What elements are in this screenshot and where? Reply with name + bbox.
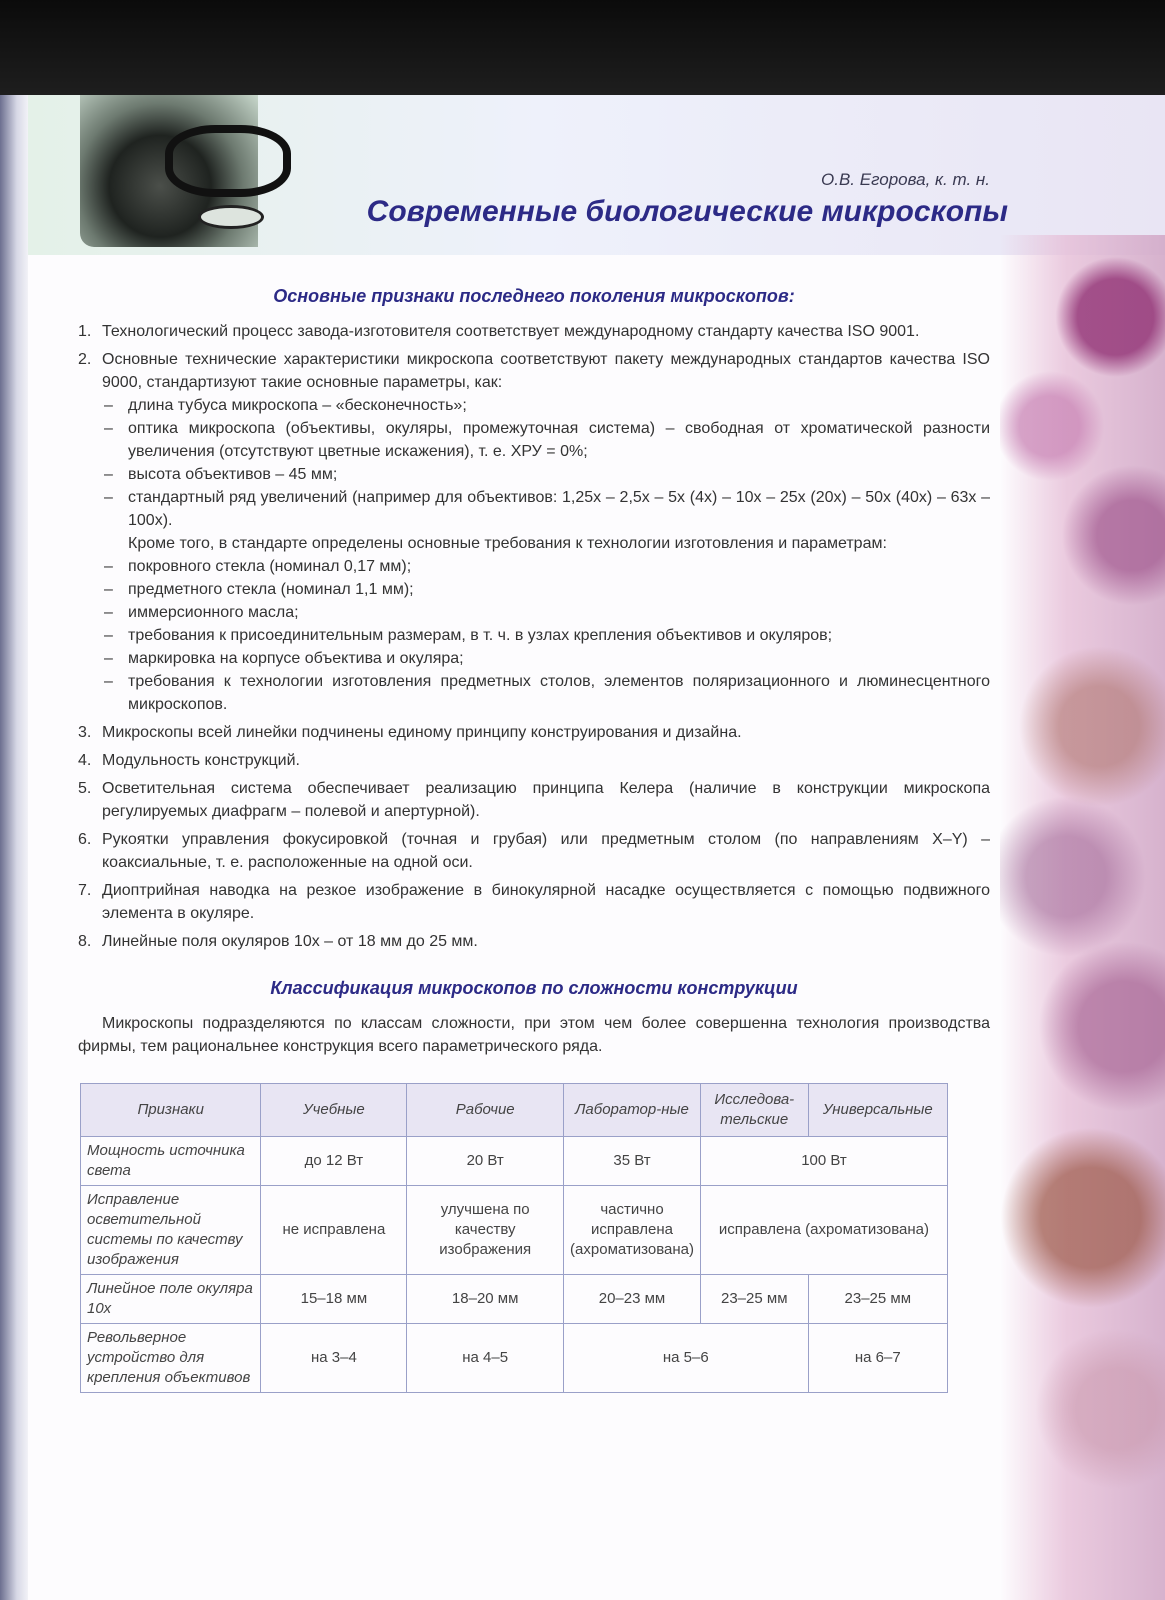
tissue-micrograph-decoration xyxy=(1000,235,1165,1600)
sublist-item: – требования к присоединительным размерам, в т. ч. в узлах крепления объективов и окуляров; xyxy=(104,627,833,644)
list-item: 6. Рукоятки управления фокусировкой (точная и грубая) или предметным столом (по направлениям X–Y) – коаксиальные, т. е. расположенные на одной оси. xyxy=(78,831,990,871)
table-cell: Исправление осветительной системы по качеству изображения xyxy=(81,1186,261,1275)
article-author: О.В. Егорова, к. т. н. xyxy=(821,170,990,189)
article-body xyxy=(78,285,990,1393)
section-heading-classification: Классификация микроскопов по сложности конструкции xyxy=(270,978,798,998)
microscope-stage-lens xyxy=(198,205,264,229)
table-row xyxy=(81,1137,948,1186)
sublist-item: – предметного стекла (номинал 1,1 мм); xyxy=(104,581,414,598)
table-cell: 20 Вт xyxy=(407,1137,564,1186)
journal-page xyxy=(28,95,1165,1600)
sublist-item: – стандартный ряд увеличений (например для объективов: 1,25х – 2,5х – 5х (4х) – 10х – 25х (20х) – 50х (40х) – 63х – 100х). xyxy=(104,489,990,529)
table-cell: 15–18 мм xyxy=(261,1275,407,1324)
table-row xyxy=(81,1275,948,1324)
features-list xyxy=(78,320,990,953)
sublist-item: – покровного стекла (номинал 0,17 мм); xyxy=(104,558,412,575)
table-cell: Револьверное устройство для крепления объективов xyxy=(81,1324,261,1393)
column-header: Учебные xyxy=(261,1084,407,1137)
column-header: Признаки xyxy=(81,1084,261,1137)
table-cell: 18–20 мм xyxy=(407,1275,564,1324)
standard-params-sublist xyxy=(102,394,990,532)
table-cell: на 3–4 xyxy=(261,1324,407,1393)
sublist-item: – оптика микроскопа (объективы, окуляры, промежуточная система) – свободная от хроматической разности увеличения (отсутствуют цветные искажения), т. е. ХРУ = 0%; xyxy=(104,420,990,460)
list-item: 2. Основные технические характеристики микроскопа соответствуют пакету международных стандартов качества ISO 9000, стандартизуют такие основные параметры, как: – длина тубуса микроскопа – «бесконечность»; – оптика микроскопа (объективы, окуляры, промежуточная система) – свободная от хроматической разности увеличения (отсутствуют цветные искажения), т. е. ХРУ = 0%; – высота объективов – 45 мм; – стандартный ряд увеличений (например для объективов: 1,25х – 2,5х – 5х (4х) – 10х – 25х (20х) – 50х (40х) – 63х – 100х). Кроме того, в стандарте определены основные требования к технологии изготовления и параметрам: – покровного стекла (номинал 0,17 мм); – предметного стекла (номинал 1,1 мм); – иммерсионного масла; – требования к присоединительным размерам, в т. ч. в узлах крепления объективов и окуляров; – маркировка на корпусе объектива и окуляра; – требования к технологии изготовления предметных столов, элементов поляризационного и люминесцентного микроскопов. xyxy=(78,348,990,716)
table-cell: исправлена (ахроматизована) xyxy=(700,1186,947,1275)
sublist-item: – маркировка на корпусе объектива и окуляра; xyxy=(104,650,464,667)
table-cell: частично исправлена (ахроматизована) xyxy=(564,1186,701,1275)
list-item: 8. Линейные поля окуляров 10х – от 18 мм до 25 мм. xyxy=(78,933,478,950)
book-spine xyxy=(0,95,28,1600)
list-item: 5. Осветительная система обеспечивает реализацию принципа Келера (наличие в конструкции микроскопа регулируемых диафрагм – полевой и апертурной). xyxy=(78,780,990,820)
table-cell: 20–23 мм xyxy=(564,1275,701,1324)
table-cell: на 4–5 xyxy=(407,1324,564,1393)
table-cell: Линейное поле окуляра 10х xyxy=(81,1275,261,1324)
list-item: 7. Диоптрийная наводка на резкое изображение в бинокулярной насадке осуществляется с помощью подвижного элемента в окуляре. xyxy=(78,882,990,922)
sublist-item: – высота объективов – 45 мм; xyxy=(104,466,338,483)
table-cell: улучшена по качеству изображения xyxy=(407,1186,564,1275)
sublist-item: – длина тубуса микроскопа – «бесконечность»; xyxy=(104,397,467,414)
table-header-row xyxy=(81,1084,948,1137)
table-row xyxy=(81,1324,948,1393)
list-item: 1. Технологический процесс завода-изготовителя соответствует международному стандарту качества ISO 9001. xyxy=(78,323,920,340)
table-cell: 23–25 мм xyxy=(700,1275,808,1324)
list-item: 4. Модульность конструкций. xyxy=(78,752,300,769)
list-item: 3. Микроскопы всей линейки подчинены единому принципу конструирования и дизайна. xyxy=(78,724,742,741)
sublist-item: – требования к технологии изготовления предметных столов, элементов поляризационного и люминесцентного микроскопов. xyxy=(104,673,990,713)
scan-top-edge xyxy=(0,0,1165,95)
table-cell: на 5–6 xyxy=(564,1324,809,1393)
table-row xyxy=(81,1186,948,1275)
classification-intro: Микроскопы подразделяются по классам сложности, при этом чем более совершенна технология производства фирмы, тем рациональнее конструкция всего параметрического ряда. xyxy=(78,1015,990,1055)
table-cell: до 12 Вт xyxy=(261,1137,407,1186)
section-heading-features: Основные признаки последнего поколения микроскопов: xyxy=(273,286,795,306)
column-header: Рабочие xyxy=(407,1084,564,1137)
article-title: Современные биологические микроскопы xyxy=(366,195,1008,228)
sublist-item: – иммерсионного масла; xyxy=(104,604,299,621)
column-header: Лаборатор-ные xyxy=(564,1084,701,1137)
column-header: Исследова-тельские xyxy=(700,1084,808,1137)
table-cell: не исправлена xyxy=(261,1186,407,1275)
standard-note: Кроме того, в стандарте определены основные требования к технологии изготовления и параметрам: xyxy=(128,535,887,552)
column-header: Универсальные xyxy=(808,1084,947,1137)
table-cell: на 6–7 xyxy=(808,1324,947,1393)
table-cell: 35 Вт xyxy=(564,1137,701,1186)
table-cell: 100 Вт xyxy=(700,1137,947,1186)
tech-requirements-sublist xyxy=(102,555,990,716)
classification-table xyxy=(80,1083,948,1393)
table-cell: 23–25 мм xyxy=(808,1275,947,1324)
table-cell: Мощность источника света xyxy=(81,1137,261,1186)
